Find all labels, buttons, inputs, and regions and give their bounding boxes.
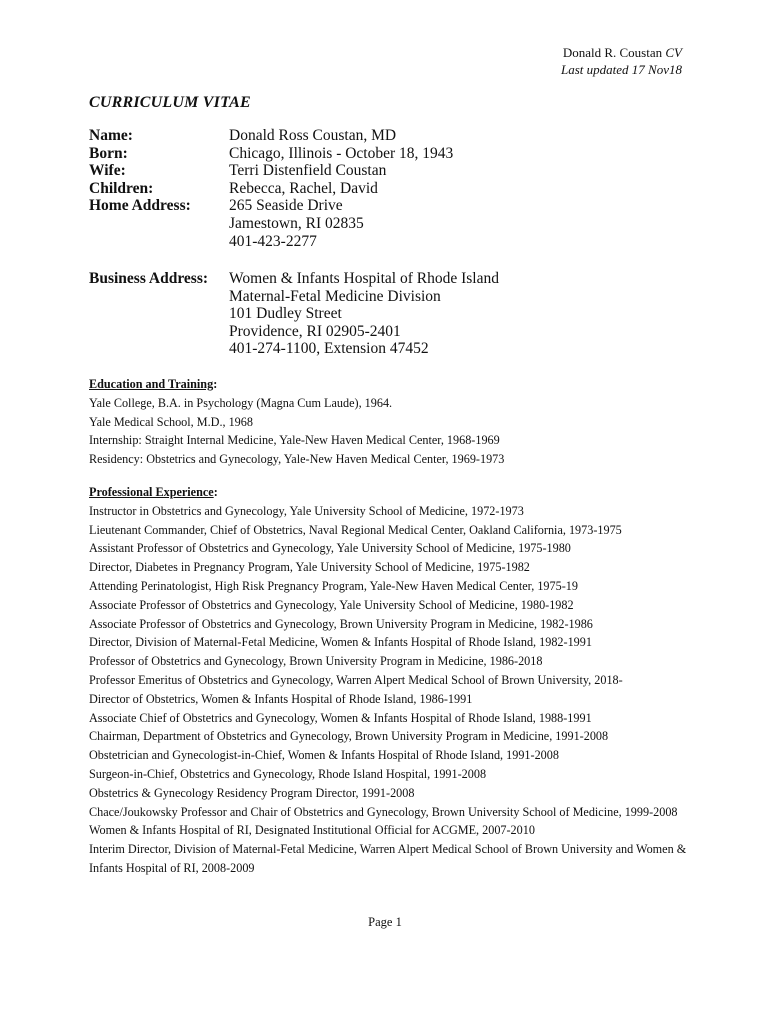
list-item: Yale Medical School, M.D., 1968 bbox=[89, 414, 253, 429]
info-value: Rebecca, Rachel, David bbox=[229, 179, 378, 197]
info-row bbox=[89, 323, 499, 341]
info-label bbox=[89, 340, 229, 358]
list-item: Lieutenant Commander, Chief of Obstetrics, Naval Regional Medical Center, Oakland California, 1973-1975 bbox=[89, 522, 622, 537]
info-value: 401-423-2277 bbox=[229, 232, 317, 250]
list-item: Obstetrics & Gynecology Residency Program Director, 1991-2008 bbox=[89, 785, 415, 800]
info-row bbox=[89, 162, 453, 180]
info-row bbox=[89, 197, 453, 215]
page-header bbox=[561, 44, 682, 78]
info-label bbox=[89, 215, 229, 233]
header-cv: CV bbox=[665, 45, 682, 60]
info-value: Terri Distenfield Coustan bbox=[229, 162, 387, 180]
list-item: Director, Diabetes in Pregnancy Program, Yale University School of Medicine, 1975-1982 bbox=[89, 560, 530, 575]
info-label: Business Address: bbox=[89, 270, 209, 287]
list-item: Associate Professor of Obstetrics and Gynecology, Brown University Program in Medicine, 1982-1986 bbox=[89, 616, 593, 631]
education-section bbox=[89, 375, 689, 469]
info-row bbox=[89, 215, 453, 233]
list-item: Chace/Joukowsky Professor and Chair of Obstetrics and Gynecology, Brown University School of Medicine, 1999-2008 bbox=[89, 804, 678, 819]
info-label bbox=[89, 305, 229, 323]
list-item: Assistant Professor of Obstetrics and Gynecology, Yale University School of Medicine, 1975-1980 bbox=[89, 541, 571, 556]
list-item: Internship: Straight Internal Medicine, Yale-New Haven Medical Center, 1968-1969 bbox=[89, 433, 500, 448]
info-value: Chicago, Illinois - October 18, 1943 bbox=[229, 144, 454, 162]
list-item: Yale College, B.A. in Psychology (Magna Cum Laude), 1964. bbox=[89, 395, 393, 410]
info-label: Born: bbox=[89, 144, 128, 162]
info-value: 401-274-1100, Extension 47452 bbox=[229, 340, 429, 358]
info-label bbox=[89, 233, 229, 251]
experience-section bbox=[89, 483, 689, 878]
list-item: Professor of Obstetrics and Gynecology, Brown University Program in Medicine, 1986-2018 bbox=[89, 654, 543, 669]
info-value: Donald Ross Coustan, MD bbox=[229, 127, 397, 144]
info-row bbox=[89, 270, 499, 288]
header-name: Donald R. Coustan bbox=[562, 45, 663, 60]
info-value: Providence, RI 02905-2401 bbox=[229, 322, 401, 340]
list-item: Surgeon-in-Chief, Obstetrics and Gynecology, Rhode Island Hospital, 1991-2008 bbox=[89, 766, 487, 781]
info-label: Home Address: bbox=[89, 197, 191, 215]
list-item: Director, Division of Maternal-Fetal Medicine, Women & Infants Hospital of Rhode Island, 1982-1991 bbox=[89, 635, 592, 650]
list-item: Residency: Obstetrics and Gynecology, Yale-New Haven Medical Center, 1969-1973 bbox=[89, 452, 505, 467]
list-item: Obstetrician and Gynecologist-in-Chief, Women & Infants Hospital of Rhode Island, 1991-2008 bbox=[89, 748, 559, 763]
info-value: Jamestown, RI 02835 bbox=[229, 214, 364, 232]
info-label bbox=[89, 323, 229, 341]
list-item: Associate Chief of Obstetrics and Gynecology, Women & Infants Hospital of Rhode Island, 1988-1991 bbox=[89, 710, 592, 725]
info-row bbox=[89, 180, 453, 198]
experience-heading: Professional Experience bbox=[89, 485, 214, 499]
header-updated: Last updated 17 Nov18 bbox=[561, 62, 682, 77]
info-row bbox=[89, 145, 453, 163]
info-label: Name: bbox=[89, 127, 133, 144]
info-value: 101 Dudley Street bbox=[229, 305, 342, 323]
info-label bbox=[89, 288, 229, 306]
personal-info bbox=[89, 127, 453, 250]
page-number: Page 1 bbox=[368, 915, 402, 929]
info-value: Maternal-Fetal Medicine Division bbox=[229, 287, 441, 305]
list-item: Professor Emeritus of Obstetrics and Gynecology, Warren Alpert Medical School of Brown University, 2018- bbox=[89, 672, 623, 687]
info-row bbox=[89, 127, 453, 145]
business-info bbox=[89, 270, 499, 358]
list-item: Interim Director, Division of Maternal-Fetal Medicine, Warren Alpert Medical School of Brown University and Women & Infants Hospital of RI, 2008-2009 bbox=[89, 842, 687, 875]
section-heading: Professional Experience: bbox=[89, 485, 218, 499]
list-item: Women & Infants Hospital of RI, Designated Institutional Official for ACGME, 2007-2010 bbox=[89, 823, 535, 838]
list-item: Director of Obstetrics, Women & Infants Hospital of Rhode Island, 1986-1991 bbox=[89, 691, 473, 706]
list-item: Associate Professor of Obstetrics and Gynecology, Yale University School of Medicine, 1980-1982 bbox=[89, 597, 574, 612]
info-row bbox=[89, 233, 453, 251]
list-item: Chairman, Department of Obstetrics and Gynecology, Brown University Program in Medicine, 1991-2008 bbox=[89, 729, 609, 744]
list-item: Attending Perinatologist, High Risk Pregnancy Program, Yale-New Haven Medical Center, 1975-19 bbox=[89, 578, 578, 593]
info-row bbox=[89, 340, 499, 358]
info-row bbox=[89, 288, 499, 306]
info-label: Children: bbox=[89, 179, 154, 197]
info-row bbox=[89, 305, 499, 323]
info-label: Wife: bbox=[89, 162, 126, 180]
info-value: 265 Seaside Drive bbox=[229, 197, 343, 215]
section-heading: Education and Training: bbox=[89, 377, 218, 391]
education-heading: Education and Training bbox=[89, 377, 214, 391]
document-title: CURRICULUM VITAE bbox=[89, 94, 251, 111]
list-item: Instructor in Obstetrics and Gynecology, Yale University School of Medicine, 1972-1973 bbox=[89, 503, 524, 518]
info-value: Women & Infants Hospital of Rhode Island bbox=[229, 270, 499, 287]
